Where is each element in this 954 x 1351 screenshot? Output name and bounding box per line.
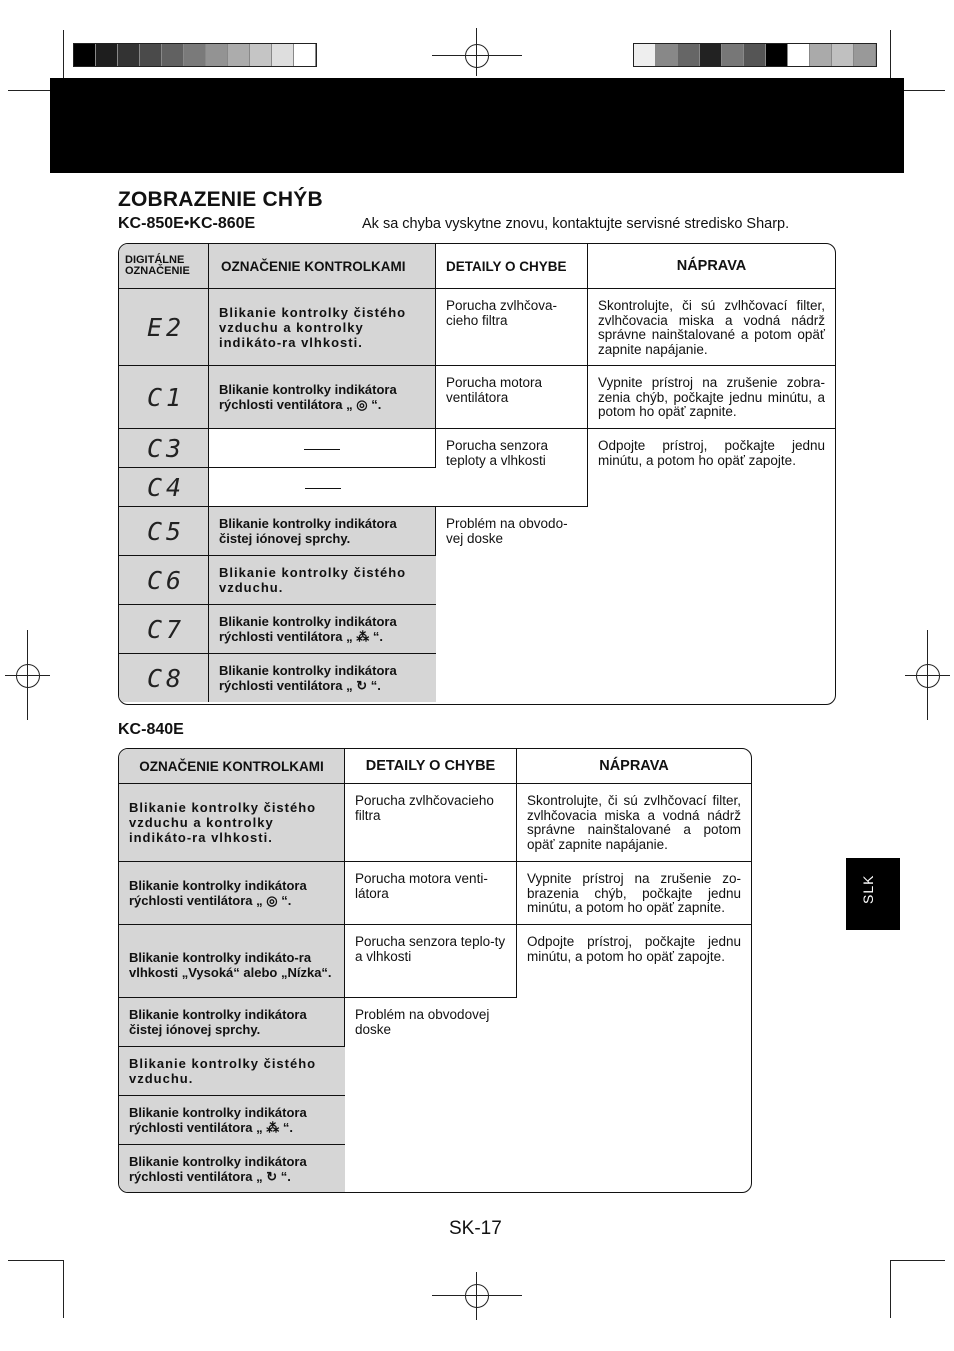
color-swatch bbox=[744, 44, 766, 66]
error-detail: Problém na obvodovej doske bbox=[355, 1007, 490, 1037]
remedy-text: Odpojte prístroj, počkajte jednu minútu, a potom ho opäť zapojte. bbox=[598, 438, 825, 468]
model-title-2: KC-840E bbox=[118, 721, 184, 738]
error-detail: Porucha senzora teploty a vlhkosti bbox=[436, 429, 588, 507]
indicator-text: Blikanie kontrolky čistého vzduchu a kontrolky indikáto-ra vlhkosti. bbox=[209, 289, 436, 366]
remedy-text: Vypnite prístroj na zrušenie zo-brazenia chýb, počkajte jednu minútu, a potom ho opäť zapnite. bbox=[517, 862, 751, 925]
header-details: DETAILY O CHYBE bbox=[345, 749, 517, 784]
error-code: C7 bbox=[119, 605, 209, 654]
header-details: DETAILY O CHYBE bbox=[436, 244, 588, 289]
color-swatch bbox=[74, 44, 96, 66]
color-swatch bbox=[810, 44, 832, 66]
header-remedy: NÁPRAVA bbox=[517, 749, 751, 784]
color-swatch bbox=[250, 44, 272, 66]
color-swatch bbox=[832, 44, 854, 66]
indicator-text: Blikanie kontrolky čistého vzduchu. bbox=[119, 1047, 345, 1096]
indicator-none bbox=[209, 429, 436, 468]
indicator-text: Blikanie kontrolky indikáto-ra vlhkosti „Vysoká“ alebo „Nízka“. bbox=[119, 925, 345, 998]
error-table-1 bbox=[118, 243, 836, 705]
model-title-1: KC-850E•KC-860E bbox=[118, 215, 256, 232]
header-indicators: OZNAČENIE KONTROLKAMI bbox=[209, 244, 436, 289]
color-swatch bbox=[184, 44, 206, 66]
color-swatch bbox=[272, 44, 294, 66]
header-indicators: OZNAČENIE KONTROLKAMI bbox=[119, 749, 345, 784]
color-swatch bbox=[788, 44, 810, 66]
remedy-text: Odpojte prístroj, počkajte jednu minútu, a potom ho opäť zapojte. bbox=[527, 934, 741, 964]
page-title: ZOBRAZENIE CHÝB bbox=[118, 188, 323, 211]
header-remedy: NÁPRAVA bbox=[588, 244, 835, 289]
error-detail: Porucha zvlhčovacieho filtra bbox=[345, 784, 517, 862]
color-bar-left bbox=[73, 43, 317, 67]
color-swatch bbox=[854, 44, 876, 66]
header-digital: DIGITÁLNE OZNAČENIE bbox=[119, 244, 209, 289]
color-swatch bbox=[766, 44, 788, 66]
color-bar-right bbox=[633, 43, 877, 67]
color-swatch bbox=[228, 44, 250, 66]
color-swatch bbox=[678, 44, 700, 66]
color-swatch bbox=[294, 44, 316, 66]
indicator-text: Blikanie kontrolky indikátora rýchlosti ventilátora „ ↻ “. bbox=[119, 1145, 345, 1192]
indicator-text: Blikanie kontrolky indikátora rýchlosti ventilátora „ ⁂ “. bbox=[209, 605, 436, 654]
indicator-text: Blikanie kontrolky indikátora rýchlosti ventilátora „ ↻ “. bbox=[209, 654, 436, 702]
indicator-text: Blikanie kontrolky indikátora čistej iónovej sprchy. bbox=[209, 507, 436, 556]
color-swatch bbox=[162, 44, 184, 66]
indicator-none bbox=[209, 468, 436, 507]
color-swatch bbox=[118, 44, 140, 66]
error-detail: Problém na obvodo-vej doske bbox=[446, 516, 568, 546]
language-tab: SLK bbox=[846, 858, 900, 930]
remedy-text: Skontrolujte, či sú zvlhčovací filter, zvlhčovacia miska a vodná nádrž správne nainštalované a potom opäť zapnite napájanie. bbox=[588, 289, 835, 366]
remedy-text: Skontrolujte, či sú zvlhčovací filter, zvlhčovacia miska a vodná nádrž správne nainštalované a potom opäť zapnite napájanie. bbox=[517, 784, 751, 862]
error-code: C3 bbox=[119, 429, 209, 468]
indicator-text: Blikanie kontrolky čistého vzduchu. bbox=[209, 556, 436, 605]
page-number: SK-17 bbox=[449, 1218, 502, 1239]
color-swatch bbox=[656, 44, 678, 66]
error-detail: Porucha zvlhčova-cieho filtra bbox=[436, 289, 588, 366]
error-table-2 bbox=[118, 748, 752, 1193]
error-detail: Porucha senzora teplo-ty a vlhkosti bbox=[345, 925, 517, 998]
error-code: C5 bbox=[119, 507, 209, 556]
color-swatch bbox=[140, 44, 162, 66]
error-code: C6 bbox=[119, 556, 209, 605]
indicator-text: Blikanie kontrolky indikátora rýchlosti ventilátora „ ⁂ “. bbox=[119, 1096, 345, 1145]
remedy-text: Vypnite prístroj na zrušenie zobra-zenia chýb, počkajte jednu minútu, a potom ho opäť zapnite. bbox=[588, 366, 835, 429]
color-swatch bbox=[700, 44, 722, 66]
header-band bbox=[50, 78, 904, 173]
indicator-text: Blikanie kontrolky indikátora čistej iónovej sprchy. bbox=[119, 998, 345, 1047]
error-code: C1 bbox=[119, 366, 209, 429]
indicator-text: Blikanie kontrolky čistého vzduchu a kontrolky indikáto-ra vlhkosti. bbox=[119, 784, 345, 862]
error-code: C8 bbox=[119, 654, 209, 702]
service-note: Ak sa chyba vyskytne znovu, kontaktujte servisné stredisko Sharp. bbox=[362, 216, 790, 232]
error-code: C4 bbox=[119, 468, 209, 507]
color-swatch bbox=[206, 44, 228, 66]
indicator-text: Blikanie kontrolky indikátora rýchlosti ventilátora „ ◎ “. bbox=[119, 862, 345, 925]
error-code: E2 bbox=[119, 289, 209, 366]
indicator-text: Blikanie kontrolky indikátora rýchlosti ventilátora „ ◎ “. bbox=[209, 366, 436, 429]
error-detail: Porucha motora ventilátora bbox=[436, 366, 588, 429]
color-swatch bbox=[722, 44, 744, 66]
color-swatch bbox=[634, 44, 656, 66]
error-detail: Porucha motora venti-látora bbox=[345, 862, 517, 925]
color-swatch bbox=[96, 44, 118, 66]
